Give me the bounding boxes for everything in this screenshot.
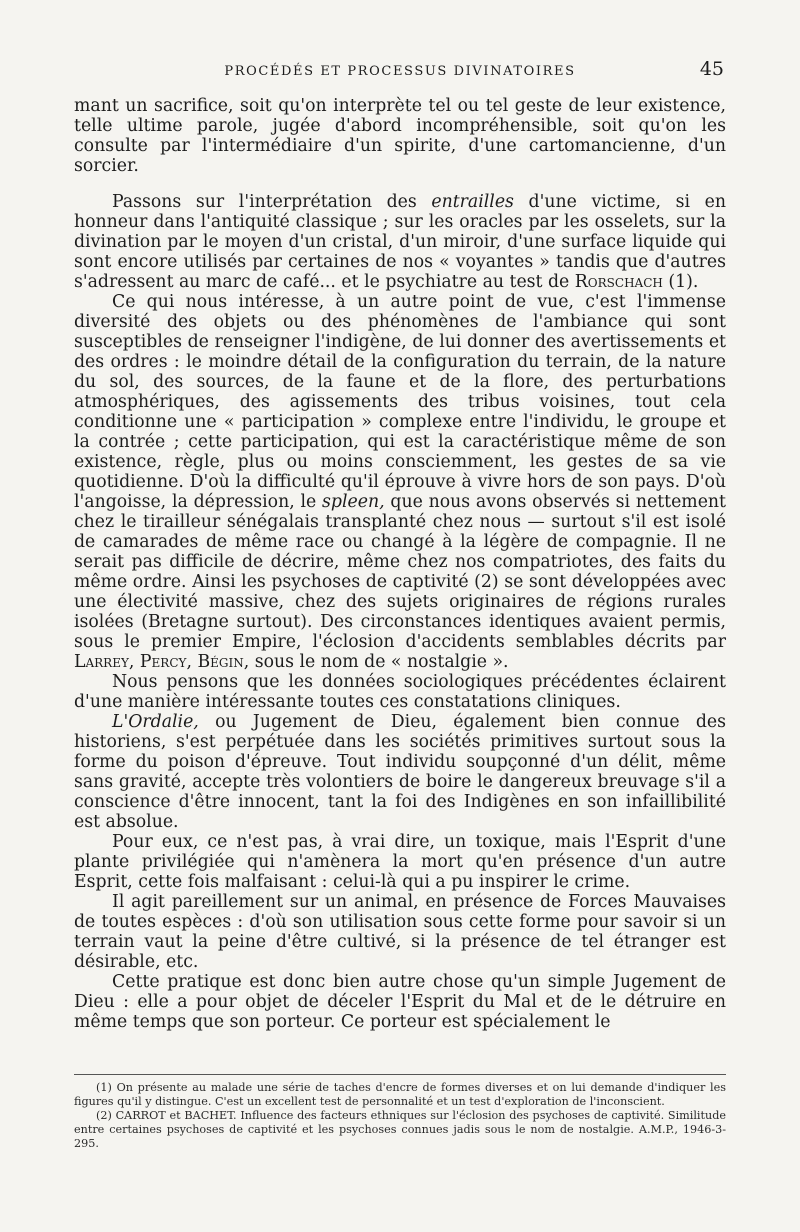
running-head [74, 58, 726, 84]
text-run: (1). [662, 272, 699, 292]
text-run: que nous avons observés si nettement chez le tirailleur sénégalais transplanté chez nous — surtout s'il est isolé de camarades de même race ou changé à la légère de compagnie. Il ne serait pas difficile de décrire, même chez nos compatriotes, des faits du même ordre. Ainsi les psychoses de captivité (2) se sont développées avec une électivité massive, chez des sujets originaires de régions rurales isolées (Bretagne surtout). Des circonstances identiques avaient permis, sous le premier Empire, l'éclosion d'accidents semblables décrits par [74, 492, 726, 652]
emphasis-spleen: spleen, [322, 492, 385, 512]
text-run: Passons sur l'interprétation des [112, 192, 432, 212]
footnote-2: (2) CARROT et BACHET. Influence des facteurs ethniques sur l'éclosion des psychoses de captivité. Similitude entre certaines psychoses de captivité et les psychoses connues jadis sous le nom de nostalgie. A.M.P., 1946-3-295. [74, 1109, 726, 1150]
author-name-percy: Percy [139, 652, 187, 672]
emphasis-entrailles: entrailles [431, 192, 514, 212]
running-title: PROCÉDÉS ET PROCESSUS DIVINATOIRES [224, 64, 576, 79]
paragraph-continuation: mant un sacrifice, soit qu'on interprète tel ou tel geste de leur existence, telle ultime parole, jugée d'abord incompréhensible, soit qu'on les consulte par l'intermédiaire d'un spirite, d'une cartomancienne, d'un sorcier. [74, 96, 726, 176]
text-run: ou Jugement de Dieu, également bien connue des historiens, s'est perpétuée dans les sociétés primitives surtout sous la forme du poison d'épreuve. Tout individu soupçonné d'un délit, même sans gravité, accepte très volontiers de boire le dangereux breuvage s'il a conscience d'être innocent, tant la foi des Indigènes en son infaillibilité est absolue. [74, 712, 726, 832]
paragraph-divination [74, 192, 726, 292]
text-run: , sous le nom de « nostalgie ». [243, 652, 509, 672]
author-name-begin: Bégin [197, 652, 244, 672]
emphasis-ordalie: L'Ordalie, [112, 712, 199, 732]
paragraph-ordalie [74, 712, 726, 832]
text-run: , [128, 652, 140, 672]
author-name-rorschach: Rorschach [574, 272, 663, 292]
footnote-1: (1) On présente au malade une série de taches d'encre de formes diverses et on lui demande d'indiquer les figures qu'il y distingue. C'est un excellent test de personnalité et un test d'exploration de l'inconscient. [74, 1081, 726, 1108]
paragraph-toxique: Pour eux, ce n'est pas, à vrai dire, un toxique, mais l'Esprit d'une plante privilégiée qui n'amènera la mort qu'en présence d'un autre Esprit, cette fois malfaisant : celui-là qui a pu inspirer le crime. [74, 832, 726, 892]
page-number: 45 [699, 58, 724, 80]
author-name-larrey: Larrey [74, 652, 129, 672]
body-text [74, 96, 726, 1032]
footnotes [74, 1074, 726, 1151]
paragraph-sociological: Nous pensons que les données sociologiques précédentes éclairent d'une manière intéressante toutes ces constatations cliniques. [74, 672, 726, 712]
paragraph-animal: Il agit pareillement sur un animal, en présence de Forces Mauvaises de toutes espèces : d'où son utilisation sous cette forme pour savoir si un terrain vaut la peine d'être cultivé, si la présence de tel étranger est désirable, etc. [74, 892, 726, 972]
text-run: , [186, 652, 198, 672]
text-run: d'une victime, si en honneur dans l'antiquité classique ; sur les oracles par les osselets, sur la divination par le moyen d'un cristal, d'un miroir, d'une surface liquide qui sont encore utilisés par certaines de nos « voyantes » tandis que d'autres s'adressent au marc de café... et le psychiatre au test de [74, 192, 727, 292]
paragraph-pratique: Cette pratique est donc bien autre chose qu'un simple Jugement de Dieu : elle a pour objet de déceler l'Esprit du Mal et de le détruire en même temps que son porteur. Ce porteur est spécialement le [74, 972, 726, 1032]
paragraph-ambiance [74, 292, 726, 672]
text-run: Ce qui nous intéresse, à un autre point de vue, c'est l'immense diversité des objets ou des phénomènes de l'ambiance qui sont susceptibles de renseigner l'indigène, de lui donner des avertissements et des ordres : le moindre détail de la configuration du terrain, de la nature du sol, des sources, de la faune et de la flore, des perturbations atmosphériques, des agissements des tribus voisines, tout cela conditionne une « participation » complexe entre l'individu, le groupe et la contrée ; cette participation, qui est la caractéristique même de son existence, règle, plus ou moins consciemment, les gestes de sa vie quotidienne. D'où la difficulté qu'il éprouve à vivre hors de son pays. D'où l'angoisse, la dépression, le [74, 292, 726, 512]
